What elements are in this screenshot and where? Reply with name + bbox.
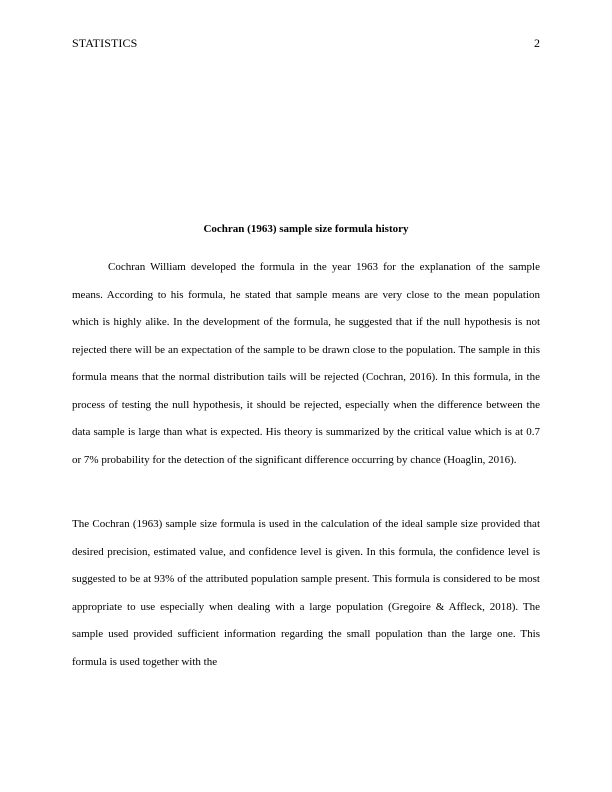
- section-title: Cochran (1963) sample size formula history: [203, 223, 409, 235]
- body-paragraph: The Cochran (1963) sample size formula is used in the calculation of the ideal sample size provided that desired precision, estimated value, and confidence level is given. In this formula, the confidence level is suggested to be at 93% of the attributed population sample present. This formula is considered to be most appropriate to use especially when dealing with a large population (Gregoire & Affleck, 2018). The sample used provided sufficient information regarding the small population than the large one. This formula is used together with the: [72, 518, 540, 668]
- running-head: STATISTICS: [72, 36, 138, 50]
- body-paragraph: Cochran William developed the formula in the year 1963 for the explanation of the sample means. According to his formula, he stated that sample means are very close to the mean population which is highly alike. In the development of the formula, he suggested that if the null hypothesis is not rejected there will be an expectation of the sample to be drawn close to the population. The sample in this formula means that the normal distribution tails will be rejected (Cochran, 2016). In this formula, in the process of testing the null hypothesis, it should be rejected, especially when the difference between the data sample is large than what is expected. His theory is summarized by the critical value which is at 0.7 or 7% probability for the detection of the significant difference occurring by chance (Hoaglin, 2016).: [72, 261, 540, 466]
- page-number: 2: [534, 36, 540, 50]
